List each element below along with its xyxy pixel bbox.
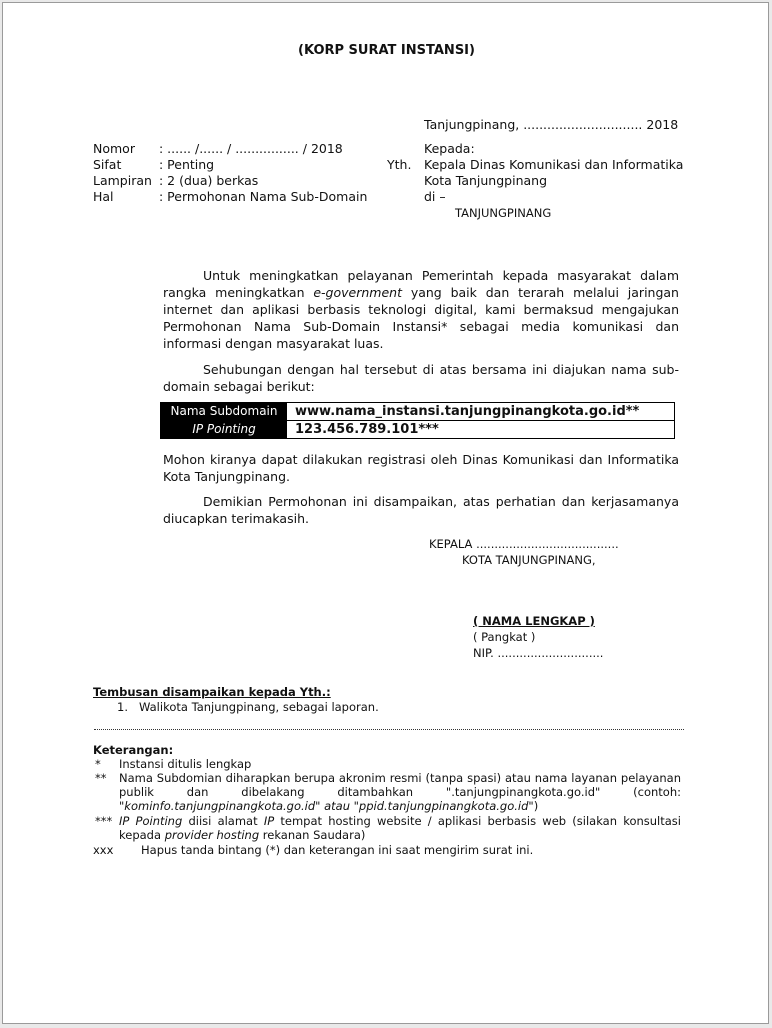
date-line: Tanjungpinang, .............................. 2018 bbox=[424, 117, 679, 132]
note-2-text-b: ) bbox=[533, 799, 539, 813]
meta-label-nomor: Nomor bbox=[93, 141, 135, 156]
note-3-text bbox=[119, 814, 681, 842]
subdomain-row-ip bbox=[161, 421, 674, 438]
meta-value-nomor: : ...... /...... / ................ / 2018 bbox=[159, 141, 343, 156]
para1-text-a: Untuk meningkatkan pelayanan Pemerintah kepada masyarakat dalam rangka meningkatkan bbox=[163, 268, 679, 300]
note-4-mark: xxx bbox=[93, 843, 114, 857]
signature-name: ( NAMA LENGKAP ) bbox=[473, 614, 595, 628]
para1-text-b: yang baik dan terarah melalui jaringan internet dan aplikasi berbasis teknologi digital, kami bermaksud mengajukan Permohonan Nama Sub-Domain Instansi* sebagai media komunikasi dan informasi dengan masyarakat luas. bbox=[163, 285, 679, 351]
separator-line bbox=[94, 729, 684, 730]
recipient-yth: Yth. bbox=[387, 157, 412, 172]
subdomain-row-name bbox=[161, 403, 674, 421]
meta-label-hal: Hal bbox=[93, 189, 114, 204]
signature-nip: NIP. ............................. bbox=[473, 646, 604, 660]
signature-office: KOTA TANJUNGPINANG, bbox=[462, 553, 596, 567]
signature-title: KEPALA ....................................... bbox=[429, 537, 619, 551]
recipient-line1: Kepala Dinas Komunikasi dan Informatika bbox=[424, 157, 684, 172]
recipient-line4: TANJUNGPINANG bbox=[455, 206, 552, 220]
note-2-mark: ** bbox=[95, 771, 107, 785]
subdomain-label-ip: IP Pointing bbox=[161, 421, 287, 438]
recipient-kepada: Kepada: bbox=[424, 141, 475, 156]
tembusan-item-text: Walikota Tanjungpinang, sebagai laporan. bbox=[139, 700, 379, 714]
body-paragraph-2: Sehubungan dengan hal tersebut di atas bersama ini diajukan nama sub-domain sebagai berikut: bbox=[163, 362, 679, 394]
meta-value-sifat: : Penting bbox=[159, 157, 215, 172]
note-3-emphasis-1: IP Pointing bbox=[119, 814, 183, 828]
subdomain-value-ip: 123.456.789.101*** bbox=[295, 422, 439, 437]
note-2-text-a: Nama Subdomian diharapkan berupa akronim resmi (tanpa spasi) atau nama layanan pelayanan publik dan dibelakang ditambahkan ".tanjungpinangkota.go.id" (contoh: " bbox=[119, 771, 681, 813]
meta-value-hal: : Permohonan Nama Sub-Domain bbox=[159, 189, 368, 204]
note-4-text: Hapus tanda bintang (*) dan keterangan ini saat mengirim surat ini. bbox=[141, 843, 534, 857]
body-paragraph-3: Mohon kiranya dapat dilakukan registrasi oleh Dinas Komunikasi dan Informatika Kota Tanjungpinang. bbox=[163, 452, 679, 484]
subdomain-label-name: Nama Subdomain bbox=[161, 403, 287, 420]
recipient-line3: di – bbox=[424, 189, 446, 204]
subdomain-table bbox=[160, 402, 675, 439]
keterangan-title: Keterangan: bbox=[93, 743, 174, 757]
body-paragraph-1 bbox=[163, 267, 679, 352]
recipient-line2: Kota Tanjungpinang bbox=[424, 173, 548, 188]
para1-emphasis: e-government bbox=[313, 285, 402, 300]
note-1-mark: * bbox=[95, 757, 101, 771]
note-3-text-c: rekanan Saudara) bbox=[259, 828, 366, 842]
body-paragraph-4: Demikian Permohonan ini disampaikan, atas perhatian dan kerjasamanya diucapkan terimakasih. bbox=[163, 494, 679, 526]
note-1-text: Instansi ditulis lengkap bbox=[119, 757, 252, 771]
meta-label-lampiran: Lampiran bbox=[93, 173, 152, 188]
meta-label-sifat: Sifat bbox=[93, 157, 122, 172]
note-3-emphasis-3: provider hosting bbox=[164, 828, 260, 842]
note-3-text-b: tempat hosting website / aplikasi berbasis web (silakan konsultasi kepada bbox=[119, 814, 681, 842]
note-3-emphasis-2: IP bbox=[263, 814, 275, 828]
letter-header-title: (KORP SURAT INSTANSI) bbox=[298, 43, 475, 58]
note-3-text-a: diisi alamat bbox=[182, 814, 264, 828]
signature-rank: ( Pangkat ) bbox=[473, 630, 536, 644]
note-2-text bbox=[119, 771, 681, 813]
note-3-mark: *** bbox=[95, 814, 113, 828]
tembusan-title: Tembusan disampaikan kepada Yth.: bbox=[93, 685, 331, 699]
meta-value-lampiran: : 2 (dua) berkas bbox=[159, 173, 259, 188]
letter-page bbox=[2, 2, 769, 1024]
note-2-example: kominfo.tanjungpinangkota.go.id" atau "ppid.tanjungpinangkota.go.id" bbox=[124, 799, 534, 813]
tembusan-item-number: 1. bbox=[117, 700, 128, 714]
subdomain-value-name: www.nama_instansi.tanjungpinangkota.go.id** bbox=[295, 404, 640, 419]
